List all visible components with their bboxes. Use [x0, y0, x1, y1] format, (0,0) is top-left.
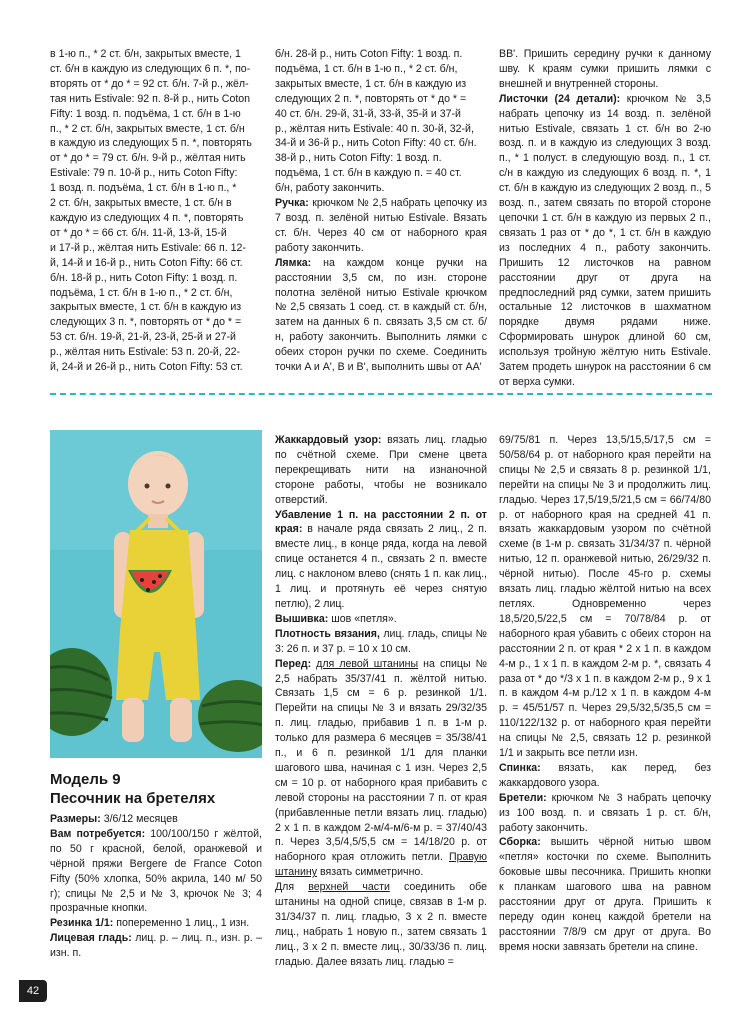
text-line: каждую из следующих 4 п. *, повторять	[50, 211, 244, 224]
text-line: и 17-й р., жёлтая нить Estivale: 66 п. 12-	[50, 241, 246, 254]
text-line: й, 24-й и 26-й р., нить Coton Fifty: 53 ст.	[50, 361, 243, 374]
sizes-paragraph	[50, 812, 262, 827]
assembly-paragraph	[499, 835, 711, 954]
text-line: тая нить Estivale: 92 п. 8-й р., нить Coton	[50, 92, 251, 105]
front-continuation: 69/75/81 п. Через 13,5/15,5/17,5 см = 50/58/64 р. от наборного края перейти на спицы № 2,5 и связать 8 р. резинкой 1/1, перейти на спицы № 3 и продолжить лиц. гладью. Через 17,5/19,5/21,5 см = 66/74/80 р. от наборного края на средней 41 п. вязать жаккардовым узором по счётной схеме (в 1-м р. связать 31/34/37 п. чёрной нитью, 12 п. оранжевой нитью, 26/29/32 п. чёрной нитью). После 45-го р. схемы вязать лиц. гладью жёлтой нитью на всех петлях. Одновременно через 18,5/20,5/22,5 см = 70/78/84 р. от наборного края убавить с обеих сторон на расстоянии 2 п. от края * 2 х 1 п. в каждом 4-м р., 1 х 1 п. в каждом 2-м р. *, связать 4 раза от * до */3 х 1 п. в каждом 2-м р., 9 х 1 п. в каждом 4-м р./12 х 1 п. в каждом 4-м р. = 45/51/57 п. Через 29,5/32,5/35,5 см = 110/122/132 р. от наборного края перейти на спицы № 2,5, связать 12 р. резинкой 1/1 и закрыть все петли изн.	[499, 434, 711, 760]
rib-label: Резинка 1/1:	[50, 917, 114, 930]
text-line: в 1-ю п., * 2 ст. б/н, закрытых вместе, 1	[50, 48, 241, 60]
model-number: Модель 9	[50, 771, 121, 788]
strap-label: Лямка:	[275, 256, 312, 269]
model-title	[50, 770, 262, 808]
text-line: следующих 3 п. *, повторять от * до * =	[50, 316, 242, 329]
front-label: Перед:	[275, 657, 312, 670]
upper-label: верхней части	[308, 881, 390, 894]
back-label: Спинка:	[499, 761, 541, 774]
assembly-text: вышить чёрной нитью швом «петля» косточки по схеме. Выполнить боковые швы песочника. Пришить кнопки к планкам шагового шва на равном расстоянии друг от друга. Пришить к переду один конец каждой бретели на расстоянии 7/8/9 см друг от друга. Во время носки завязать бретели на спине.	[499, 836, 711, 953]
text-column-6	[499, 433, 711, 955]
text-line: 53 ст. б/н. 19-й, 21-й, 23-й, 25-й и 27-й	[50, 331, 236, 344]
text-line: Fifty: 1 возд. п. подъёма, 1 ст. б/н в 1-ю	[50, 107, 241, 120]
embroidery-label: Вышивка:	[275, 612, 329, 625]
jacquard-text: вязать лиц. гладью по счётной схеме. При смене цвета перекрещивать нити на изнаночной стороне работы, чтобы не возникало отверстий.	[275, 434, 488, 506]
sizes-label: Размеры:	[50, 813, 101, 825]
text-line: 1 возд. п. подъёма, 1 ст. б/н в 1-ю п., *	[50, 182, 237, 195]
leaves-text: крючком № 3,5 набрать цепочку из 14 возд. п. зелёной нитью Estivale, связать 1 ст. б/н во 2-ю возд. п. и в каждую из следующих 3 возд. п., * 1 полуст. в следующую возд. п., 1 ст. с/н в каждую из следующих 6 возд. п. *, 1 ст. б/н в каждую из следующих 2 возд. п., 5 возд. п., затем связать по второй стороне цепочки 1 ст. б/н в каждую из первых 2 п., связать 1 раз от * до *, 1 ст. б/н в каждую из последних 4 п., работу закончить. Пришить 12 листочков на равном расстоянии друг от друга на предпоследний ряд сумки, затем пришить остальные 12 листочков в шахматном порядке двумя рядами ниже. Сформировать шнурок длиной 60 см, используя тройную жёлтую нить Estivale. Затем продеть шнурок на расстоянии 6 см от верха сумки.	[499, 92, 711, 388]
text-line: ст. б/н в каждую из следующих 6 п. *, по-	[50, 62, 251, 75]
text-column-5	[275, 433, 487, 970]
text-line: подъёма, 1 ст. б/н в 1-ю п., * 2 ст. б/н,	[275, 62, 458, 75]
model-name: Песочник на бретелях	[50, 790, 216, 807]
text-column-3	[499, 47, 711, 390]
decrease-paragraph	[275, 508, 487, 612]
text-line: 2 ст. б/н, закрытых вместе, 1 ст. б/н в	[50, 197, 232, 210]
text-line: закрытых вместе, 1 ст. б/н в каждую из	[275, 77, 467, 90]
text-line: вторять от * до * = 92 ст. б/н. 7-й р., жёл-	[50, 77, 249, 90]
materials-label: Вам потребуется:	[50, 827, 146, 840]
decrease-text: в начале ряда связать 2 лиц., 2 п. вместе лиц., в конце ряда, когда на левой спице останется 4 п., связать 2 п. вместе лиц. с наклоном влево (снять 1 п. как лиц., 1 лиц. и протянуть её через снятую петлю), 2 лиц.	[275, 523, 487, 610]
text-line: б/н. 28-й р., нить Coton Fifty: 1 возд. п.	[275, 48, 463, 60]
sizes-text: 3/6/12 месяцев	[103, 813, 178, 825]
handle-label: Ручка:	[275, 197, 309, 210]
text-line: й, 14-й и 16-й р., нить Coton Fifty: 66 ст.	[50, 256, 243, 269]
upper-lead: Для	[275, 881, 295, 894]
leaves-label: Листочки (24 детали):	[499, 92, 621, 105]
strap-paragraph	[275, 256, 487, 375]
left-leg-label: для левой штанины	[316, 657, 419, 670]
jacquard-label: Жаккардовый узор:	[275, 434, 382, 446]
materials-text: 100/100/150 г жёлтой, по 50 г красной, белой, оранжевой и чёрной пряжи Bergere de France Coton Fifty (50% хлопка, 50% акрила, 140 м/ 50 г); спицы № 2,5 и № 3, крючок № 3; 4 прозрачные кнопки.	[50, 827, 262, 915]
text-line: подъёма, 1 ст. б/н в каждую п. = 40 ст.	[275, 167, 462, 180]
upper-text: соединить обе штанины на одной спице, связав в 1-м р. 31/34/37 п. лиц. гладью, 3 х 2 п. вместе лиц., набрать 1 новую п., затем связать 1 лиц., 3 х 2 п. вместе лиц., 30/33/36 п. лиц. гладью. Далее вязать лиц. гладью =	[275, 881, 487, 968]
right-leg-text: вязать симметрично.	[320, 866, 424, 879]
gauge-text: лиц. гладь, спицы № 3: 26 п. и 37 р. = 10 х 10 см.	[275, 627, 487, 655]
right-leg-label: Правую штанину	[275, 851, 487, 879]
handle-text: крючком № 2,5 набрать цепочку из 7 возд. п. зелёной нитью Estivale. Вязать ст. б/н. Через 40 см от наборного края работу закончить.	[275, 197, 487, 254]
gauge-label: Плотность вязания,	[275, 627, 380, 640]
text-line: п., * 2 ст. б/н, закрытых вместе, 1 ст. б/н	[50, 122, 245, 135]
text-column-4	[50, 812, 262, 961]
stockinette-label: Лицевая гладь:	[50, 932, 132, 945]
page-number: 42	[19, 980, 47, 1002]
embroidery-text: шов «петля».	[331, 612, 397, 625]
photo-illustration	[50, 430, 262, 758]
stockinette-text: лиц. р. – лиц. п., изн. р. – изн. п.	[50, 932, 262, 960]
straps-paragraph	[499, 791, 711, 836]
rib-text: попеременно 1 лиц., 1 изн.	[116, 917, 250, 930]
text-line: б/н, работу закончить.	[275, 182, 385, 195]
text-column-1	[50, 47, 262, 375]
back-text: вязать, как перед, без жаккардового узора.	[499, 761, 711, 789]
straps-label: Бретели:	[499, 791, 547, 804]
upper-paragraph	[275, 880, 487, 969]
text-column-2	[275, 47, 487, 375]
text-line: 38-й р., нить Coton Fifty: 1 возд. п.	[275, 152, 442, 165]
straps-text: крючком № 3 набрать цепочку из 100 возд. п. и связать 1 р. ст. б/н, работу закончить.	[499, 791, 711, 834]
child-head	[128, 451, 188, 517]
text-line: закрытых вместе, 1 ст. б/н в каждую из	[50, 301, 242, 314]
jacquard-paragraph	[275, 433, 487, 508]
text-line: в каждую из следующих 5 п. *, повторять	[50, 137, 252, 150]
text-line: р., жёлтая нить Estivale: 53 п. 20-й, 22-	[50, 346, 241, 359]
embroidery-paragraph	[275, 612, 487, 627]
front-text: на спицы № 2,5 набрать 35/37/41 п. жёлтой нитью. Связать 1,5 см = 6 р. резинкой 1/1. Перейти на спицы № 3 и вязать 29/32/35 п. лиц. гладью, прибавив 1 п. в 1-м р. только для размера 6 месяцев = 35/38/41 п., и 6 п. резинкой 1/1 для планки шагового шва, начиная с 1 изн. Через 2,5 см = 10 р. от наборного края прибавить с левой стороны на расстоянии 7 п. от края (прибавленные петли вязать лиц. гладью) 2 х 1 п. в каждом 2-м/4-м/6-м р. = 37/40/43 п. Через 3,5/4,5/5,5 см = 14/18/20 р. от наборного края отложить петли.	[275, 657, 487, 864]
materials-paragraph	[50, 827, 262, 916]
front-paragraph	[275, 657, 487, 881]
model-photo	[50, 430, 262, 758]
gauge-paragraph	[275, 627, 487, 657]
text-line: следующих 2 п. *, повторять от * до * =	[275, 92, 467, 105]
text-line: подъёма, 1 ст. б/н в 1-ю п., * 2 ст. б/н,	[50, 286, 233, 299]
text-line: Estivale: 79 п. 10-й р., нить Coton Fifty:	[50, 167, 238, 180]
text-line: от * до * = 66 ст. б/н. 11-й, 13-й, 15-й	[50, 226, 227, 239]
text-line: 34-й и 36-й р., нить Coton Fifty: 40 ст. б/н.	[275, 137, 477, 150]
rib-paragraph	[50, 916, 262, 931]
text-line: от * до * = 79 ст. б/н. 9-й р., жёлтая нить	[50, 152, 246, 165]
assembly-continuation: BB'. Пришить середину ручки к данному шву. К краям сумки пришить лямки с внешней и внутренней стороны.	[499, 48, 711, 90]
section-divider	[50, 393, 712, 395]
text-line: 40 ст. б/н. 29-й, 31-й, 33-й, 35-й и 37-й	[275, 107, 461, 120]
back-paragraph	[499, 761, 711, 791]
leaves-paragraph	[499, 92, 711, 390]
strap-text: на каждом конце ручки на расстоянии 3,5 см, по изн. стороне полотна зелёной нитью Estivale крючком № 2,5 связать 1 соед. ст. в каждый ст. б/н, затем на данных 6 п. связать 3,5 см ст. б/н, работу закончить. Выполнить лямки с обеих сторон ручки по схеме. Соединить точки A и A', B и B', выполнить швы от AA'	[275, 256, 487, 374]
assembly-label: Сборка:	[499, 836, 541, 849]
decrease-label: Убавление 1 п. на расстоянии 2 п. от края:	[275, 508, 487, 536]
text-line: р., жёлтая нить Estivale: 40 п. 30-й, 32-й,	[275, 122, 474, 135]
stockinette-paragraph	[50, 931, 262, 961]
handle-paragraph	[275, 196, 487, 256]
text-line: б/н. 18-й р., нить Coton Fifty: 1 возд. п.	[50, 271, 238, 284]
